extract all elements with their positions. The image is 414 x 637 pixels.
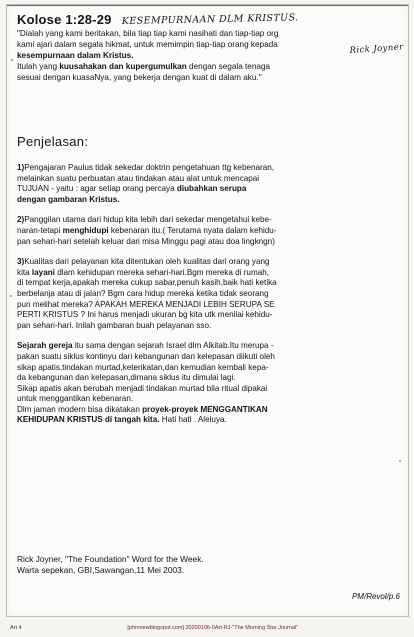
line-emphasis: proyek-proyek MENGGANTIKAN [142, 404, 268, 414]
line-text: berbelanja atau di jalan? Bgm cara hidup mereka ketika tidak seorang [17, 288, 269, 298]
line-emphasis: Sejarah gereja [17, 341, 73, 351]
line-text: da kebangunan dan kelepasan,dimana siklus itu dimulai lagi. [17, 373, 236, 383]
paragraph-line [17, 237, 398, 248]
quote-text: dengan segala tenaga [186, 61, 271, 71]
explanation-paragraph [17, 341, 398, 426]
scan-speck [11, 59, 13, 61]
paragraph-line [17, 278, 398, 289]
line-text: Pengajaran Paulus tidak sekedar doktrin pengetahuan ttg kebenaran, [24, 163, 275, 172]
header [17, 12, 398, 84]
paragraph-line [17, 226, 398, 237]
paragraph-line [17, 184, 398, 195]
publication: Warta sepekan, GBI,Sawangan,11 Mei 2003. [17, 565, 185, 575]
attribution: Rick Joyner, "The Foundation" Word for the Week. [17, 554, 204, 564]
document-page [6, 4, 409, 617]
paragraph-line [17, 310, 398, 321]
handwritten-title: KESEMPURNAAN DLM KRISTUS. [121, 12, 299, 27]
paragraph-line [17, 268, 398, 279]
quote-line [17, 73, 398, 84]
line-text: pan sehari-hari. Inilah gambaran buah pelayanan sso. [17, 320, 212, 330]
explanation-paragraph [17, 163, 398, 205]
quote-text: sesuai dengan kuasaNya, yang bekerja dengan kuat di dalam aku." [17, 72, 262, 82]
line-emphasis: 2) [17, 215, 25, 225]
quote-text: Itulah yang [17, 61, 60, 71]
explanation-paragraph [17, 215, 398, 247]
bottom-center-label: [phmnewblogspot.com] 20200106-0Art-RJ-"The Morning Star Journal" [127, 625, 299, 631]
line-text: Dlm jaman modern bisa dikatakan [17, 404, 143, 414]
line-text: untuk menggantikan kebenaran. [17, 394, 134, 404]
quote-text: kami ajari dalam segala hikmat, untuk memimpin tiap-tiap orang kepada [17, 39, 278, 49]
paragraph-line [17, 373, 398, 384]
line-text: Hati hati . Aleluya. [159, 415, 227, 425]
line-text: pan sehari-hari setelah keluar dari misa Minggu pagi atau doa lingkngn) [17, 236, 275, 246]
line-text: Sikap apatis akan berubah menjadi tindakan murtad bila ritual dipakai [17, 383, 268, 393]
quote-line [17, 29, 398, 40]
line-text: kebenaran itu.( Terutama nyata dalam kehidu- [108, 225, 277, 235]
line-text: Panggilan utama dari hidup kita lebih dari sekedar mengetahui kebe- [24, 215, 272, 225]
paragraph-line [17, 163, 398, 174]
paragraph-line [17, 257, 398, 268]
quote-emphasis: kuusahakan dan kupergumulkan [59, 61, 187, 71]
line-text: PERTI KRISTUS ? Ini harus menjadi ukuran bg kita utk menilai kehidu- [17, 310, 273, 320]
line-text: sikap apatis,tindakan murtad,keterikatan,dan kemudian kembali kepa- [17, 362, 269, 372]
paragraph-line [17, 321, 398, 332]
line-emphasis: dengan gambaran Kristus. [17, 194, 120, 204]
explanation-paragraph [17, 257, 398, 331]
paragraph-line [17, 363, 398, 374]
line-emphasis: menghidupi [62, 225, 109, 235]
line-emphasis: 3) [17, 257, 25, 267]
paragraph-line [17, 195, 398, 206]
handwritten-author: Rick Joyner [349, 42, 404, 56]
line-emphasis: KEHIDUPAN KRISTUS di tangah kita. [17, 415, 160, 425]
bottom-left-label: Art 4 [10, 625, 22, 631]
paragraph-line [17, 215, 398, 226]
paragraph-line [17, 352, 398, 363]
signoff: PM/Revol/p.6 [351, 592, 400, 601]
line-text: di tempat kerja,apakah mereka cukup sabar,penuh kasih,baik hati ketika [17, 278, 277, 288]
scan-speck [10, 295, 12, 297]
paragraph-line [17, 341, 398, 352]
line-text: itu sama dengan sejarah Israel dlm Alkitab.Itu merupa - [72, 341, 274, 351]
quote-text: "Dialah yang kami beritakan, bila tiap tiap kami nasihati dan tiap-tiap org [17, 29, 279, 38]
section-title: Penjelasan: [17, 134, 89, 149]
line-text: melainkan suatu perbuatan atau tindakan atau alat untuk mencapai [17, 173, 260, 183]
quote-emphasis: kesempurnaan dalam Kristus. [17, 50, 134, 60]
quote-line [17, 40, 398, 51]
line-emphasis: layani [31, 267, 55, 277]
footer [17, 554, 398, 576]
bottom-bar [0, 625, 414, 637]
line-text: kita [17, 267, 32, 277]
paragraph-line [17, 384, 398, 395]
scripture-reference: Kolose 1:28-29 [17, 12, 112, 27]
top-border-line [7, 5, 408, 6]
paragraph-line [17, 300, 398, 311]
quote-line [17, 62, 398, 73]
line-text: dlam kehidupan mereka sehari-hari.Bgm mereka di rumah, [54, 267, 270, 277]
paragraph-line [17, 415, 398, 426]
scripture-quote [17, 29, 398, 84]
paragraph-line [17, 174, 398, 185]
line-text: TUJUAN - yaitu : agar setiap orang percaya [17, 184, 177, 194]
title-row [17, 12, 398, 27]
scan-speck [399, 460, 401, 462]
line-text: Kualitas dari pelayanan kita ditentukan oleh kualitas dari orang yang [24, 257, 270, 267]
paragraph-line [17, 405, 398, 416]
line-emphasis: 1) [17, 163, 25, 172]
paragraph-line [17, 289, 398, 300]
paragraph-line [17, 394, 398, 405]
quote-line [17, 51, 398, 62]
line-emphasis: diubahkan serupa [176, 184, 247, 194]
explanation-body [17, 163, 398, 436]
line-text: pakan suatu siklus kontinyu dari kebangunan dan kelepasan diikuti oleh [17, 351, 275, 361]
line-text: naran-tetapi [17, 225, 63, 235]
line-text: pun melihat mereka? APAKAH MEREKA MENJADI LEBIH SERUPA SE [17, 299, 275, 309]
